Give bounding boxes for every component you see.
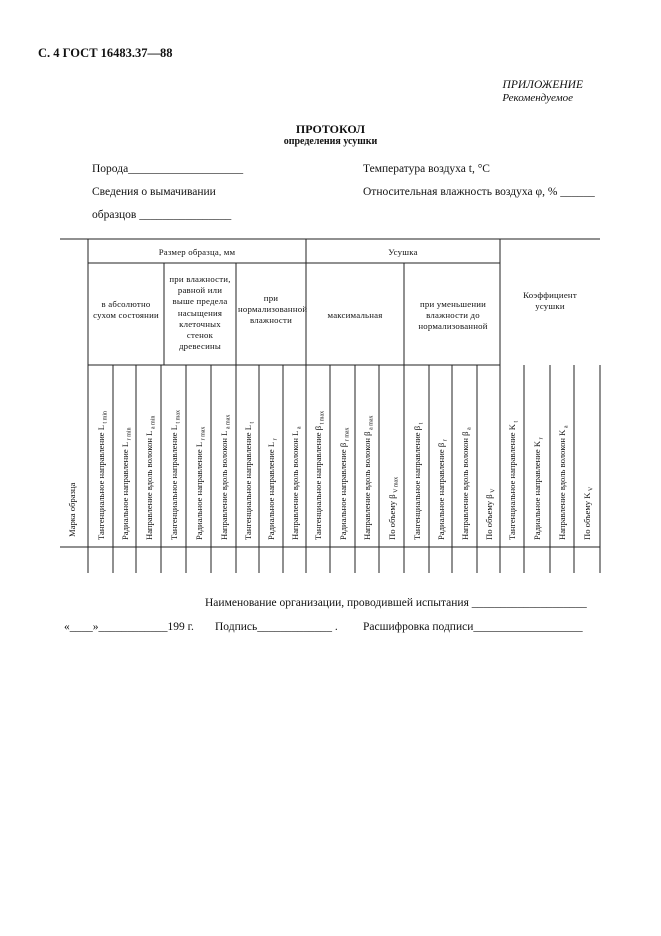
column-header-15: Радиальное направление β $_r$ [435,439,449,540]
sub-normalized-header: при нормализованной влажности [238,293,308,326]
sub-fsp-header: при влажности, равной или выше предела насыщения клеточных стенок древесины [169,274,231,352]
soaking-field: Сведения о вымачивании [92,186,216,198]
column-header-17: По объему β $_V$ [483,488,497,540]
column-header-19: Радиальное направление K $_r$ [532,437,545,540]
organization-field: Наименование организации, проводившей испытания ____________________ [205,597,587,609]
column-header-10: Тангенциальное направление β $_{t max}$ [313,410,326,540]
column-header-9: Направление вдоль волокон L $_a$ [289,426,303,540]
group-shrinkage-header: Усушка [388,247,418,257]
protocol-subtitle: определения усушки [283,136,378,147]
column-header-14: Тангенциальное направление β $_t$ [411,422,425,540]
breed-field: Порода____________________ [92,163,244,175]
sub-reduce-header: при уменьшении влажности до нормализованной [418,299,488,332]
column-header-6: Направление вдоль волокон L $_{a max}$ [218,414,232,540]
column-header-4: Тангенциальное направление L $_{t max}$ [168,410,182,540]
appendix-subtitle: Рекомендуемое [502,92,573,104]
column-header-12: Направление вдоль волокон β $_{a max}$ [362,415,375,540]
column-header-21: По объему K $_V$ [582,486,595,540]
group-size-header: Размер образца, мм [158,247,236,257]
group-coefficient-header: Коэффициент усушки [523,290,577,312]
column-header-1: Тангенциальное направление L $_{t min}$ [95,410,109,540]
column-header-18: Тангенциальное направление K $_t$ [507,420,520,540]
date-field: «____»____________199 г. [64,621,194,633]
air-temperature-field: Температура воздуха t, °С [363,163,490,175]
row-label-sample-mark: Марка образца [67,482,77,537]
protocol-title: ПРОТОКОЛ [295,122,366,136]
column-header-8: Радиальное направление L $_r$ [266,438,279,540]
sub-max-header: максимальная [327,310,383,320]
column-header-3: Направление вдоль волокон L $_{a min}$ [143,415,157,540]
column-header-7: Тангенциальное направление L $_t$ [242,421,256,540]
sub-dry-header: в абсолютно сухом состоянии [93,299,159,321]
signature-decode-field: Расшифровка подписи___________________ [363,621,583,633]
page-header: С. 4 ГОСТ 16483.37—88 [38,46,173,60]
column-header-11: Радиальное направление β $_{r max}$ [337,427,351,540]
signature-field: Подпись_____________ . [215,621,338,633]
humidity-field: Относительная влажность воздуха φ, % ______ [363,186,595,198]
column-header-13: По объему β $_{V max}$ [386,476,400,540]
column-header-20: Направление вдоль волокон K $_a$ [557,425,570,540]
samples-field: образцов ________________ [92,209,232,221]
appendix-title: ПРИЛОЖЕНИЕ [502,79,583,91]
column-header-2: Радиальное направление L $_{r min}$ [119,427,133,540]
column-header-5: Радиальное направление L $_{r max}$ [193,426,207,540]
column-header-16: Направление вдоль волокон β $_a$ [459,427,473,540]
